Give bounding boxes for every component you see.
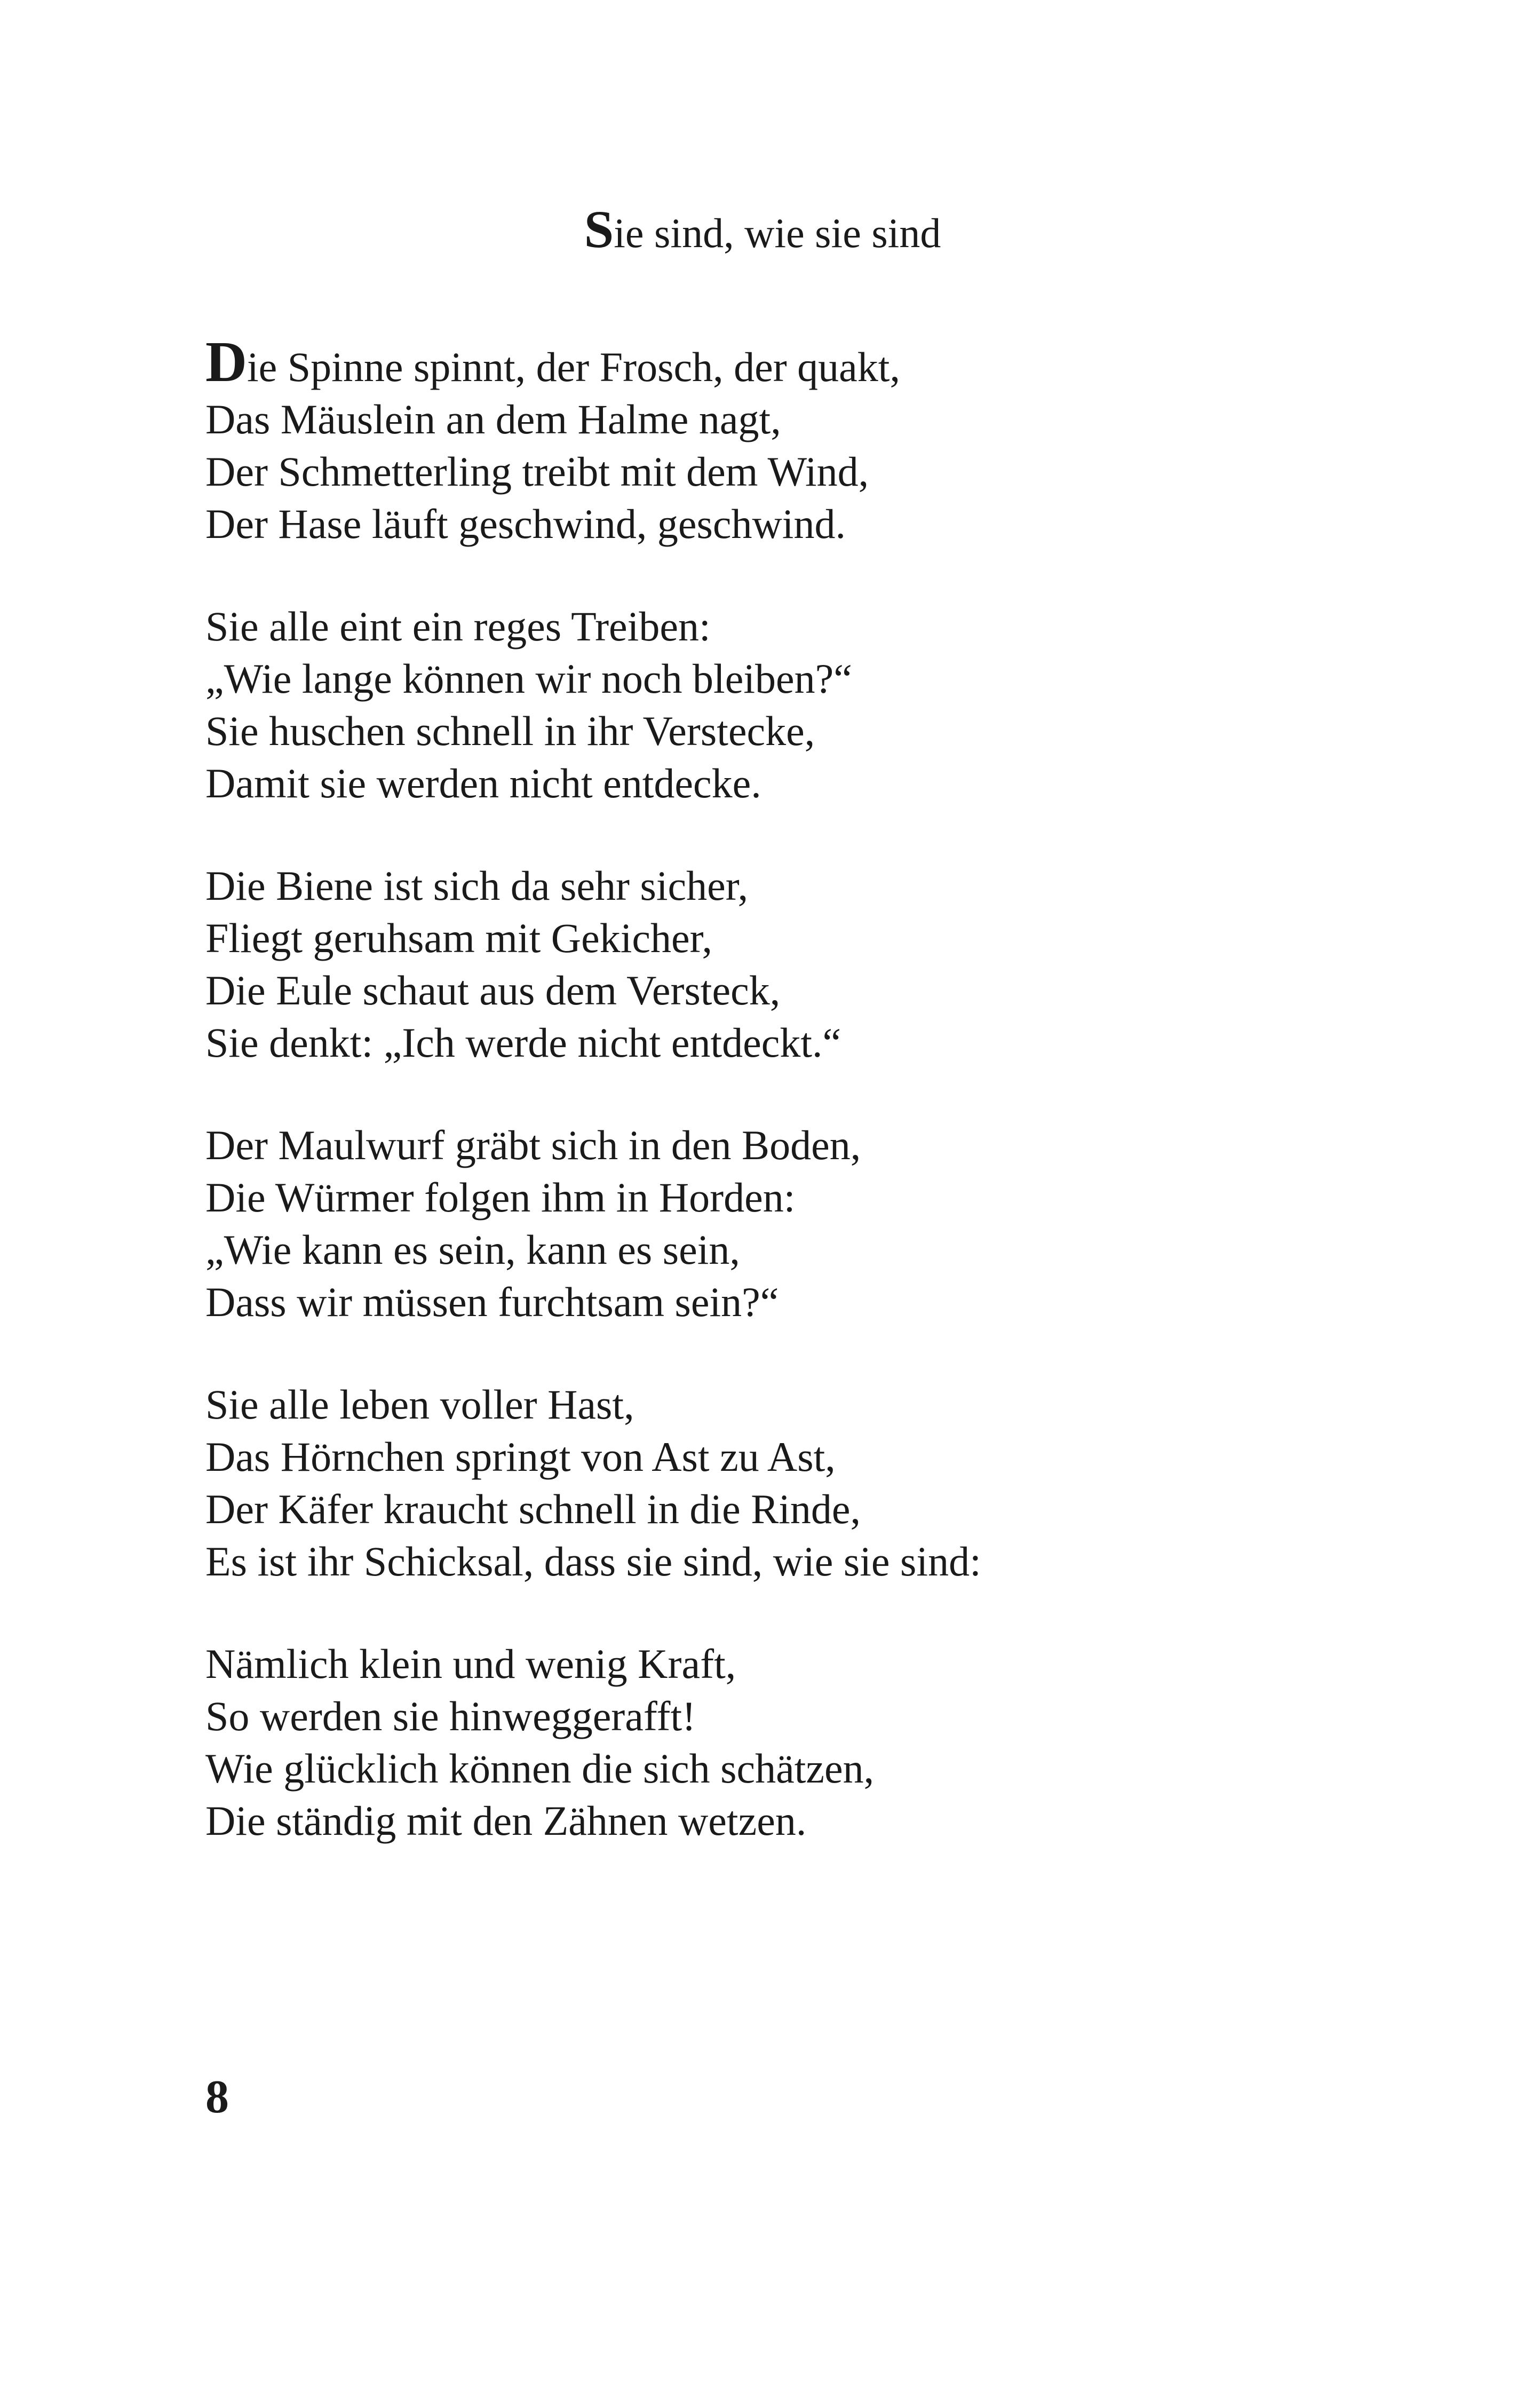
poem-line: „Wie lange können wir noch bleiben?“	[205, 655, 852, 702]
poem-line: Der Hase läuft geschwind, geschwind.	[205, 501, 846, 547]
poem-line: Die ständig mit den Zähnen wetzen.	[205, 1797, 807, 1844]
poem-body	[205, 330, 1433, 1897]
poem-title	[0, 200, 1525, 260]
poem-line: Die Würmer folgen ihm in Horden:	[205, 1174, 796, 1221]
stanza-2	[205, 600, 1433, 810]
drop-cap: D	[205, 330, 247, 394]
page-number: 8	[205, 2071, 229, 2123]
poem-line	[205, 330, 1433, 394]
poem-line: Damit sie werden nicht entdecke.	[205, 760, 761, 806]
stanza-6	[205, 1638, 1433, 1847]
stanza-3	[205, 860, 1433, 1069]
poem-line: Die Biene ist sich da sehr sicher,	[205, 862, 749, 909]
poem-line: Sie alle eint ein reges Treiben:	[205, 603, 711, 649]
poem-line: „Wie kann es sein, kann es sein,	[205, 1226, 740, 1273]
title-initial: S	[584, 200, 614, 259]
poem-line: Es ist ihr Schicksal, dass sie sind, wie sie sind:	[205, 1538, 981, 1585]
poem-line: Sie alle leben voller Hast,	[205, 1381, 634, 1428]
title-rest: ie sind, wie sie sind	[614, 210, 941, 256]
line-text: ie Spinne spinnt, der Frosch, der quakt,	[247, 344, 900, 390]
stanza-4	[205, 1119, 1433, 1328]
poem-line: So werden sie hinweggerafft!	[205, 1693, 696, 1739]
poem-line: Das Mäuslein an dem Halme nagt,	[205, 396, 781, 442]
poem-line: Nämlich klein und wenig Kraft,	[205, 1641, 736, 1687]
stanza-1	[205, 330, 1433, 550]
poem-line: Der Schmetterling treibt mit dem Wind,	[205, 448, 869, 495]
poem-line: Die Eule schaut aus dem Versteck,	[205, 967, 781, 1013]
poem-line: Das Hörnchen springt von Ast zu Ast,	[205, 1433, 836, 1480]
stanza-5	[205, 1379, 1433, 1588]
poem-line: Der Maulwurf gräbt sich in den Boden,	[205, 1122, 861, 1168]
poem-line: Dass wir müssen furchtsam sein?“	[205, 1279, 779, 1325]
poem-line: Fliegt geruhsam mit Gekicher,	[205, 915, 712, 961]
poem-line: Der Käfer kraucht schnell in die Rinde,	[205, 1486, 861, 1532]
poem-line: Sie denkt: „Ich werde nicht entdeckt.“	[205, 1019, 841, 1066]
poem-line: Wie glücklich können die sich schätzen,	[205, 1745, 875, 1792]
poem-line: Sie huschen schnell in ihr Verstecke,	[205, 708, 815, 754]
